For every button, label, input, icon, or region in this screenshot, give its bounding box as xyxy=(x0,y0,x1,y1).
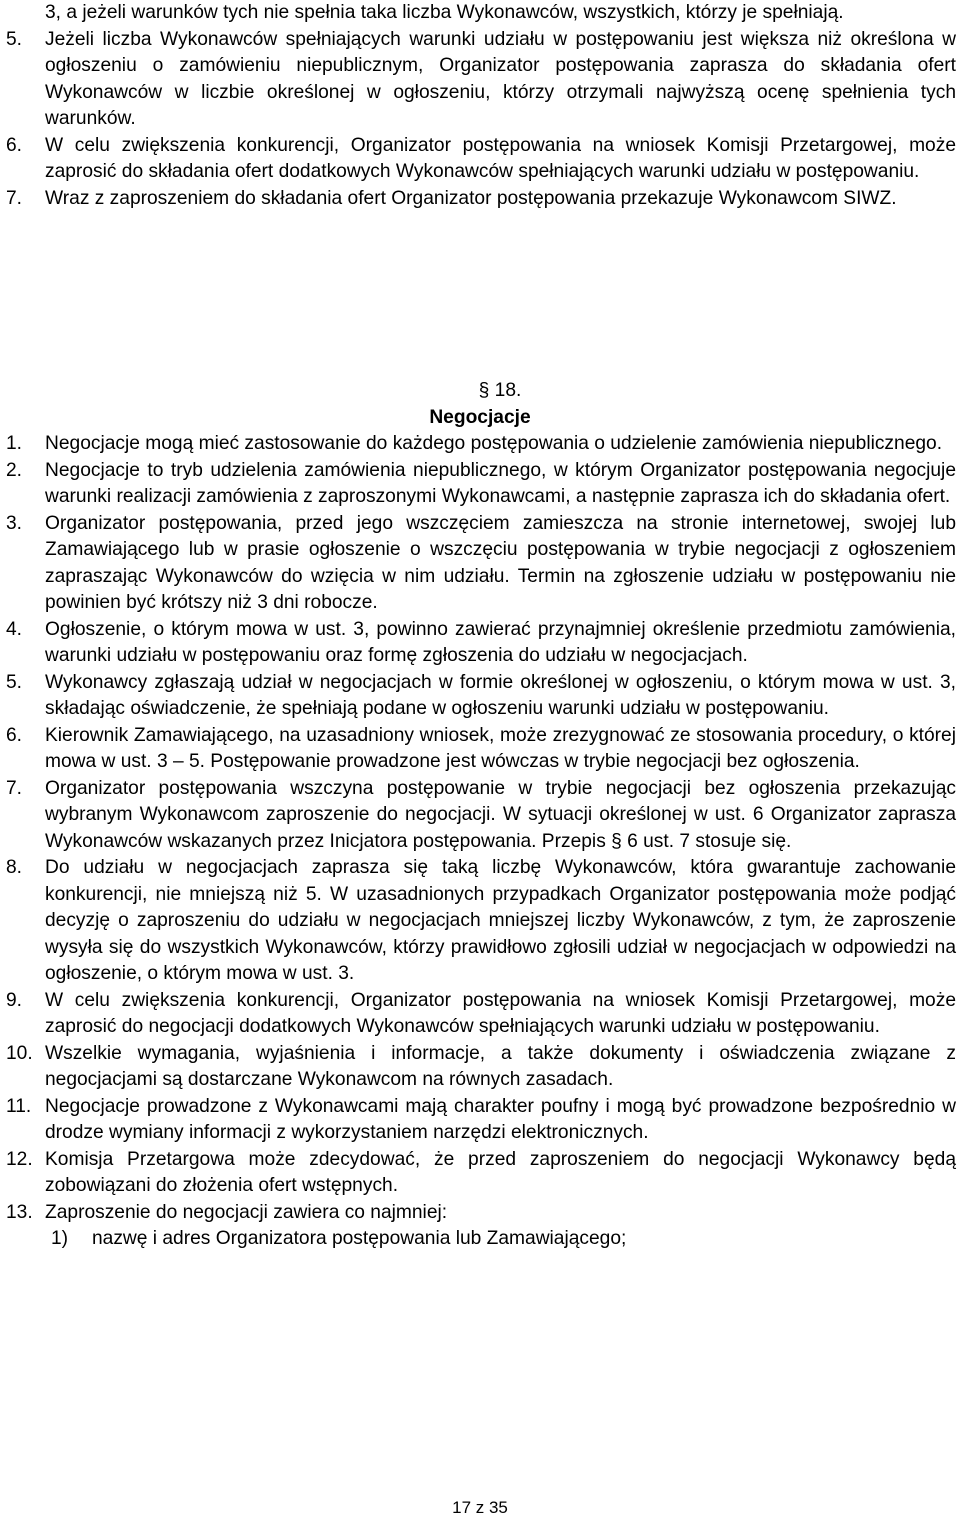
item-text: Negocjacje mogą mieć zastosowanie do każdego postępowania o udzielenie zamówienia niepublicznego. xyxy=(45,433,943,454)
list-item xyxy=(6,855,956,988)
list-item xyxy=(6,1200,956,1227)
item-text: Organizator postępowania wszczyna postępowanie w trybie negocjacji bez ogłoszenia przekazując wybranym Wykonawcom zaproszenie do negocjacji. W sytuacji określonej w ust. 6 Organizator zaprasza Wykonawców wskazanych przez Inicjatora postępowania. Przepis § 6 ust. 7 stosuje się. xyxy=(45,777,956,852)
item-number: 3. xyxy=(6,512,23,534)
item-number: 7. xyxy=(6,777,23,799)
item-number: 4. xyxy=(6,618,23,640)
subitem-number: 1) xyxy=(51,1228,69,1249)
list-item xyxy=(6,1041,956,1094)
sub-list-item xyxy=(6,1226,956,1253)
item-text: Wraz z zaproszeniem do składania ofert Organizator postępowania przekazuje Wykonawcom SIWZ. xyxy=(45,187,897,209)
item-text: W celu zwiększenia konkurencji, Organizator postępowania na wniosek Komisji Przetargowej, może zaprosić do składania ofert dodatkowych Wykonawców spełniających warunki udziału w postępowaniu. xyxy=(45,134,956,182)
item-text: W celu zwiększenia konkurencji, Organizator postępowania na wniosek Komisji Przetargowej, może zaprosić do negocjacji dodatkowych Wykonawców spełniających warunki udziału w postępowaniu. xyxy=(45,989,956,1037)
item-text: Wszelkie wymagania, wyjaśnienia i informacje, a także dokumenty i oświadczenia związane z negocjacjami są dostarczane Wykonawcom na równych zasadach. xyxy=(45,1042,956,1090)
list-item xyxy=(6,431,956,458)
item-number: 11. xyxy=(6,1095,32,1117)
section-title: Negocjacje xyxy=(429,406,531,428)
item-text: Do udziału w negocjacjach zaprasza się taką liczbę Wykonawców, która gwarantuje zachowanie konkurencji, nie mniejszą niż 5. W uzasadnionych przypadkach Organizator postępowania może podjąć decyzję o zaproszeniu do udziału w negocjacjach mniejszej liczby Wykonawców, z tym, że zaproszenie wysyła się do wszystkich Wykonawców, którzy prawidłowo zgłosili udział w negocjacjach w odpowiedzi na ogłoszenie, o którym mowa w ust. 3. xyxy=(45,857,956,984)
continued-paragraph: 3, a jeżeli warunków tych nie spełnia taka liczba Wykonawców, wszystkich, którzy je spełniają. xyxy=(45,2,844,23)
list-item xyxy=(6,617,956,670)
item-number: 8. xyxy=(6,857,23,878)
negotiation-items xyxy=(6,431,956,1253)
list-item xyxy=(6,1147,956,1200)
list-item xyxy=(6,458,956,511)
item-text: Organizator postępowania, przed jego wszczęciem zamieszcza na stronie internetowej, swojej lub Zamawiającego lub w prasie ogłoszenie o wszczęciu postępowania w trybie negocjacji z ogłoszeniem zapraszając Wykonawców do wzięcia w nim udziału. Termin na zgłoszenie udziału w postępowaniu nie powinien być krótszy niż 3 dni robocze. xyxy=(45,512,956,613)
item-number: 1. xyxy=(6,433,23,454)
item-text: Negocjacje prowadzone z Wykonawcami mają charakter poufny i mogą być prowadzone bezpośrednio w drodze wymiany informacji z wykorzystaniem narzędzi elektronicznych. xyxy=(45,1095,956,1143)
list-item xyxy=(6,670,956,723)
list-item xyxy=(6,27,956,133)
item-number: 12. xyxy=(6,1148,33,1170)
item-text: Jeżeli liczba Wykonawców spełniających warunki udziału w postępowaniu jest większa niż określona w ogłoszeniu o zamówieniu niepublicznym, Organizator postępowania zaprasza do składania ofert Wykonawców w liczbie określonej w ogłoszeniu, którzy otrzymali najwyższą ocenę spełnienia tych warunków. xyxy=(45,28,956,129)
item-number: 6. xyxy=(6,724,23,746)
item-text: Wykonawcy zgłaszają udział w negocjacjach w formie określonej w ogłoszeniu, o którym mowa w ust. 3, składając oświadczenie, że spełniają podane w ogłoszeniu warunki udziału w postępowaniu. xyxy=(45,671,956,719)
subitem-text: nazwę i adres Organizatora postępowania lub Zamawiającego; xyxy=(92,1228,627,1249)
top-section xyxy=(6,0,956,212)
item-text: Negocjacje to tryb udzielenia zamówienia niepublicznego, w którym Organizator postępowania negocjuje warunki realizacji zamówienia z zaproszonymi Wykonawcami, a następnie zaprasza ich do składania ofert. xyxy=(45,459,956,507)
item-number: 13. xyxy=(6,1201,33,1223)
list-item xyxy=(6,133,956,186)
list-item xyxy=(6,988,956,1041)
item-text: Zaproszenie do negocjacji zawiera co najmniej: xyxy=(45,1201,448,1223)
list-item xyxy=(6,1094,956,1147)
item-text: Ogłoszenie, o którym mowa w ust. 3, powinno zawierać przynajmniej określenie przedmiotu zamówienia, warunki udziału w postępowaniu oraz formę zgłoszenia do udziału w negocjacjach. xyxy=(45,618,956,666)
item-number: 7. xyxy=(6,187,23,209)
section-number: § 18. xyxy=(478,380,522,401)
list-item xyxy=(6,776,956,856)
list-item xyxy=(6,511,956,617)
item-number: 5. xyxy=(6,28,23,50)
page-number: 17 z 35 xyxy=(452,1498,508,1517)
item-number: 2. xyxy=(6,459,23,481)
item-text: Kierownik Zamawiającego, na uzasadniony wniosek, może zrezygnować ze stosowania procedury, o której mowa w ust. 3 – 5. Postępowanie prowadzone jest wówczas w trybie negocjacji bez ogłoszenia. xyxy=(45,724,956,772)
item-number: 6. xyxy=(6,134,23,156)
item-number: 10. xyxy=(6,1042,33,1064)
list-item xyxy=(6,186,956,213)
item-number: 9. xyxy=(6,989,23,1011)
item-number: 5. xyxy=(6,671,23,693)
section-heading xyxy=(0,378,960,431)
item-text: Komisja Przetargowa może zdecydować, że przed zaproszeniem do negocjacji Wykonawcy będą zobowiązani do złożenia ofert wstępnych. xyxy=(45,1148,956,1196)
list-item xyxy=(6,723,956,776)
